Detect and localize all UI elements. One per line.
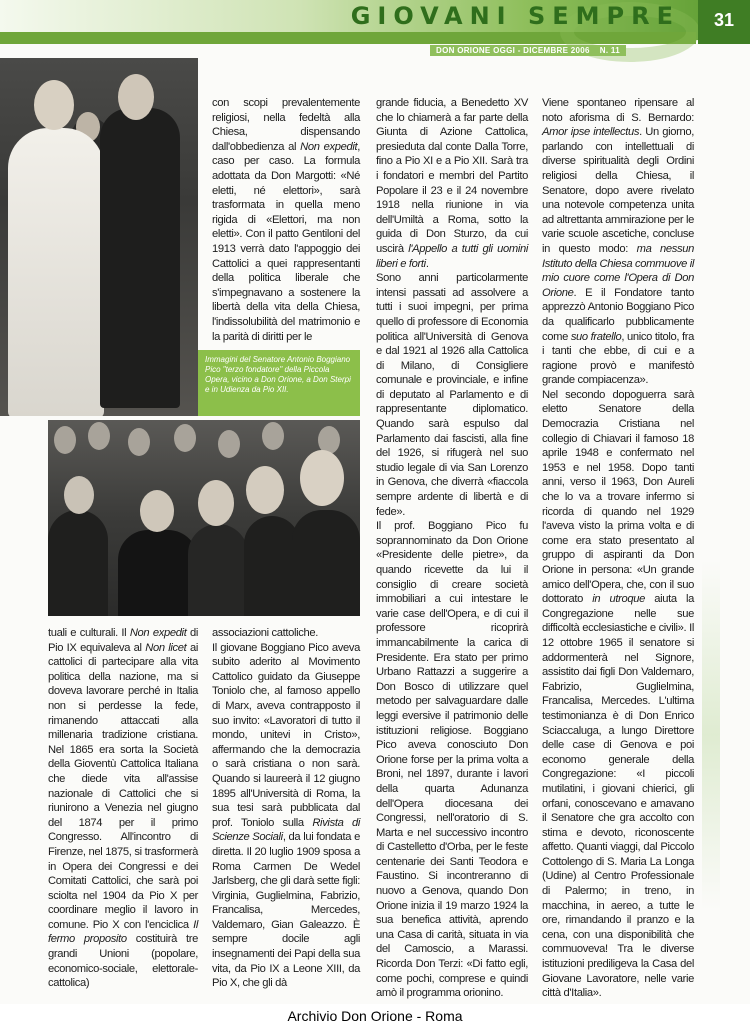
text-italic: suo fratello	[570, 330, 622, 343]
text-run: grande fiducia, a Benedetto XV che lo chiamerà a far parte della Giunta di Azione Cattolica, presieduta dal conte Dalla Torre, fino a Pio XI e a Pio XII. Sarà tra i fondatori e membri del Partito Popolare il 23 e il 24 novembre 1918 nella riunione in via dell'Umiltà a Roma, sotto la guida di Don Sturzo, da cui uscirà	[376, 97, 528, 255]
text-run: con scopi prevalentemente religiosi, nella fedeltà alla Chiesa, dispensando dall'obbedienza al	[212, 97, 360, 153]
issue-number: N. 11	[599, 46, 620, 55]
paragraph: Sono anni particolarmente intensi passati ad assolvere a tutti i suoi impegni, per prima quello di professore di Economia politica all'Università di Genova e dal 1921 al 1926 alla Cattolica di Milano, di Consigliere comunale e provinciale, e infine di deputato al Parlamento e di rappresentante diplomatico. Quando sarà espulso dal Parlamento dai fascisti, alla fine del 1926, si rifugerà nel suo studio legale di via San Lorenzo in Genova, che diverrà «fiaccola sempre ardente di libertà e di fede».	[376, 272, 528, 518]
text-run: . E il Fondatore tanto apprezzò Antonio Boggiano Pico da qualificarlo pubblicamente come	[542, 286, 694, 343]
crowd-head	[262, 422, 284, 450]
text-run: di Pio IX equivaleva al	[48, 627, 199, 654]
paragraph	[542, 96, 694, 388]
figure-senator-head	[118, 74, 154, 120]
text-run: . Un giorno, parlando con intellettuali di diverse spiritualità degli Ordini religiosi della Chiesa, il Senatore, dopo avere rivelato una notevole competenza unita ad altrettanta ammirazione per le varie scuole ascetiche, concluse in questo modo:	[542, 126, 694, 255]
paragraph	[542, 388, 694, 1001]
text-run: Il giovane Boggiano Pico aveva subito aderito al Movimento Cattolico guidato da Giuseppe Toniolo che, al famoso appello di Marx, aveva contrapposto il suo invito: «Lavoratori di tutto il mondo, unitevi in Cristo», affermando che la democrazia o sarà cristiana o non sarà. Quando si laureerà il 12 giugno 1895 all'Università di Roma, la sua tesi sarà pubblicata dal prof. Toniolo sulla	[212, 641, 360, 829]
text-run: , da lui fondata e diretta. Il 20 luglio 1909 sposa a Roma Carmen De Wedel Jarlsberg, che gli darà sette figli: Virginia, Guglielmina, Fabrizio, Francalisa, Mercedes, Valdemaro, Gian Galeazzo. È sempre docile agli insegnamenti dei Papi della sua vita, da Pio IX a Leone XIII, da Pio X, che gli dà	[212, 831, 360, 990]
section-title: GIOVANI SEMPRE	[350, 2, 680, 30]
paragraph	[48, 626, 198, 991]
figure-pope-head	[34, 80, 74, 130]
crowd-head	[174, 424, 196, 452]
text-italic: Amor ipse intellectus	[542, 126, 640, 139]
paragraph	[212, 641, 360, 991]
text-run: costituirà tre grandi Unioni (popolare, economico-sociale, elettorale-cattolica)	[48, 933, 198, 990]
page-number: 31	[698, 0, 750, 44]
archive-footer: Archivio Don Orione - Roma	[287, 1008, 463, 1024]
text-italic: in utroque	[592, 593, 645, 606]
issue-line	[430, 45, 626, 56]
text-italic: l'Appello a tutti gli uomini liberi e forti	[376, 242, 528, 270]
text-italic: Non expedit	[129, 627, 187, 639]
text-italic: Non licet	[145, 641, 187, 654]
paragraph: Il prof. Boggiano Pico fu soprannominato da Don Orione «Presidente delle pietre», da quando ricevette da lui il consiglio di creare società immobiliari a cui intestare le varie case dell'Opera, e di cui il professore ricoprirà immancabilmente la carica di Presidente. Era stato per primo Urbano Rattazzi a suggerire a Don Bosco di utilizzare quel metodo per salvaguardare dalle leggi eversive il patrimonio delle istituzioni religiose. Boggiano Pico aveva conosciuto Don Orione forse per la prima volta a Broni, nel 1897, durante i lavori della quarta Adunanza dell'Opera diocesana dei Congressi, nell'oratorio di S. Marta e nel successivo incontro di Castelletto d'Orba, per le feste centenarie dei Santi Teodora e Faustino. Si incontreranno di nuovo a Genova, quando Don Orione inizia il 19 marzo 1924 la sua benefica attività, aprendo una Casa di carità, situata in via del Camoscio, a Marassi. Ricorda Don Terzi: «Di fatto egli, come pochi, comprese e quindi amò il programma orionino.	[376, 520, 528, 1000]
seated-man	[48, 510, 108, 616]
issue-name: DON ORIONE OGGI - DICEMBRE 2006	[436, 46, 590, 55]
text-run: , caso per caso. La formula adottata da Don Margotti: «Né eletti, né elettori», sarà trasformata in quella meno rigida di «Elettori, ma non eletti». Con il patto Gentiloni del 1913 verrà dato l'appoggio dei Cattolici a quei rappresentanti della politica liberale che s'impegnavano a sostenere la libertà della vita della Chiesa, l'indissolubilità del matrimonio e la parità di diritti per le	[212, 140, 360, 343]
paragraph	[376, 96, 528, 271]
text-run: Nel secondo dopoguerra sarà eletto Senatore della Democrazia Cristiana nel collegio di Chiavari il famoso 18 aprile 1948 e confermato nel 1953 e nel 1958. Dopo tanti anni, verso il 1963, Don Aureli che lo va a trovare infermo si ricorda di quando nel 1929 l'aveva visto la prima volta e di come era stato presentato al gruppo di aspiranti da Don Orione in persona: «Un grande amico dell'Opera, che, con il suo dottorato	[542, 388, 694, 606]
text-italic: Non expedit	[300, 140, 358, 153]
photo-caption: Immagini del Senatore Antonio Boggiano Pico "terzo fondatore" della Piccola Opera, vicino a Don Orione, a Don Sterpi e in Udienza da Pio XII.	[198, 350, 360, 416]
column-4	[542, 96, 694, 1001]
crowd-head	[88, 422, 110, 450]
paragraph	[212, 96, 360, 344]
crowd-head	[218, 430, 240, 458]
seated-man	[188, 524, 248, 616]
column-1	[48, 626, 198, 991]
text-italic: Rivista di Scienze Sociali	[212, 816, 360, 844]
text-italic: Il fermo proposito	[48, 918, 198, 946]
text-italic: ma nessun Istituto della Chiesa commuove il mio cuore come l'Opera di Don Orione	[542, 242, 694, 299]
text-run: aiuta la Congregazione nelle sue difficoltà ecclesiastiche e civili». Il 12 ottobre 1965 il senatore si addormenterà nel Signore, assistito dai figli Don Valdemaro, Fabrizio, Guglielmina, Francalisa, Mercedes. L'ultima testimonianza è di Don Enrico Sciaccaluga, a lungo Direttore delle case di Genova e poi economo generale della Congregazione: «I piccoli mutilatini, i giovani chierici, gli orfani, conoscevano e amavano il Senatore che gra accolto con stima e devoto, riconoscente affetto. Quanti viaggi, dal Piccolo Cottolengo di S. Maria La Longa (Udine) al Centro Professionale di Palermo; in treno, in macchina, in aereo, a tutte le ore, rimandando il pranzo e la cena, con una disponibilità che commuoveva! Tra le diverse istituzioni prediligeva la Casa del Giovane Lavoratore, nelle varie città d'Italia».	[542, 593, 694, 1000]
column-2	[212, 626, 360, 991]
crowd-head	[54, 426, 76, 454]
column-2-top	[212, 96, 360, 344]
photo-group-meeting	[48, 420, 360, 616]
paragraph: associazioni cattoliche.	[212, 627, 319, 639]
figure-senator	[100, 108, 180, 408]
seated-head	[198, 480, 234, 526]
text-run: ai cattolici di partecipare alla vita politica della nazione, ma si doveva lavorare perché in Italia non si perdesse la fede, rimanendo attaccati alla millenaria tradizione cristiana. Nel 1865 era sorta la Società della Gioventù Cattolica Italiana che diede vita all'assise nazionale di Cattolici che si riunirono a Venezia nel giugno del 1874 per il primo Congresso. All'incontro di Firenze, nel 1875, si trasformerà in Opera dei Congressi e dei Comitati Cattolici, che sarà poi sciolta nel 1904 da Pio X per coordinare meglio il lavoro in comune. Pio X con l'enciclica	[48, 641, 198, 931]
seated-head	[64, 476, 94, 514]
figure-pope	[8, 128, 104, 416]
decorative-side-strip	[702, 560, 720, 910]
seated-senator-head	[300, 450, 344, 506]
text-run: .	[425, 257, 429, 270]
seated-priest	[118, 530, 198, 616]
seated-senator	[292, 510, 360, 616]
seated-priest-head	[140, 490, 174, 532]
text-run: , unico titolo, fra i tanti che ebbe, di cui e a ragione provò e manifestò grande compiacenza».	[542, 330, 694, 387]
seated-head	[246, 466, 284, 514]
crowd-head	[128, 428, 150, 456]
text-run: tuali e culturali. Il	[48, 627, 130, 639]
photo-papal-audience	[0, 58, 198, 416]
text-run: Viene spontaneo ripensare al noto aforisma di S. Bernardo:	[542, 97, 694, 124]
column-3	[376, 96, 528, 1001]
